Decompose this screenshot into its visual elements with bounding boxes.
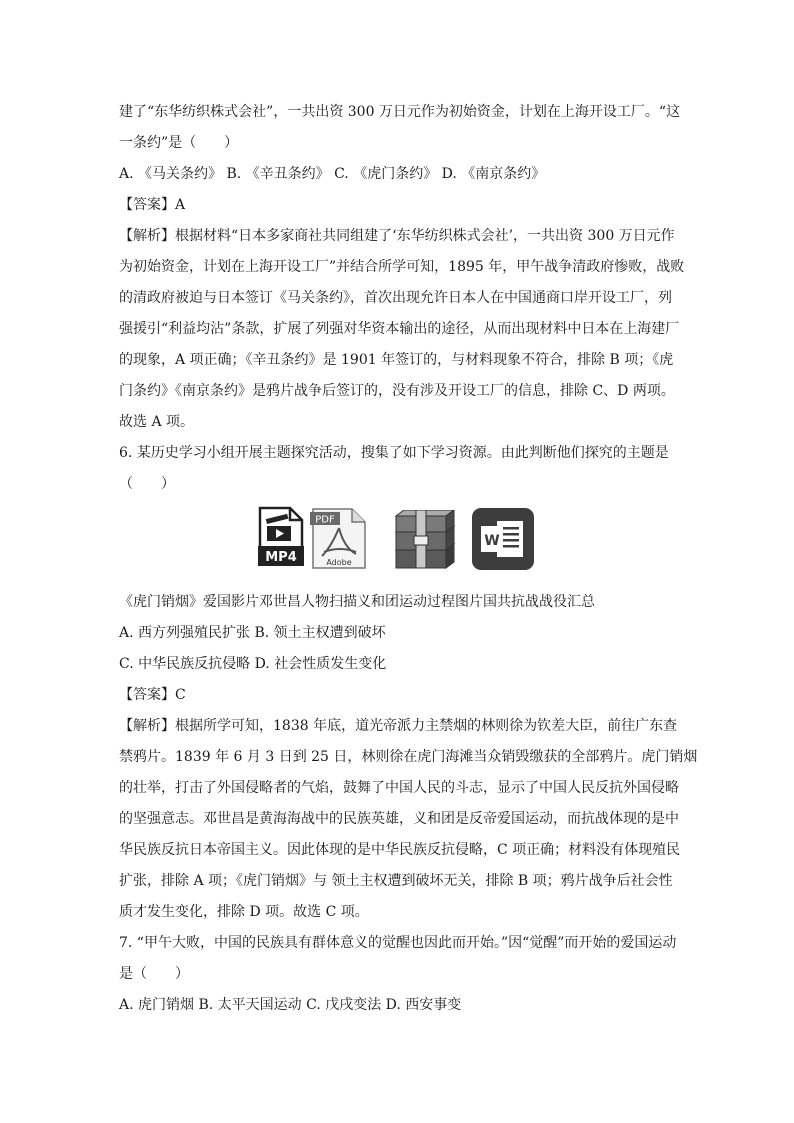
analysis-line: 门条约》《南京条约》是鸦片战争后签订的，没有涉及开设工厂的信息，排除 C、D 两项。 xyxy=(119,383,675,399)
question-line: 是（ ） xyxy=(119,966,189,982)
analysis-line: 【解析】根据所学可知，1838 年底，道光帝派力主禁烟的林则徐为钦差大臣，前往广东查 xyxy=(119,718,678,734)
svg-text:W: W xyxy=(484,533,500,549)
question-line: 6. 某历史学习小组开展主题探究活动，搜集了如下学习资源。由此判断他们探究的主题是 xyxy=(119,445,669,461)
analysis-line: 的壮举，打击了外国侵略者的气焰，鼓舞了中国人民的斗志，显示了中国人民反抗外国侵略 xyxy=(119,780,679,796)
options-line: A. 西方列强殖民扩张 B. 领土主权遭到破坏 xyxy=(119,625,386,641)
analysis-line: 的清政府被迫与日本签订《马关条约》，首次出现允许日本人在中国通商口岸开设工厂，列 xyxy=(119,290,672,306)
question-line: 7. “甲午大败，中国的民族具有群体意义的觉醒也因此而开始。”因“觉醒”而开始的爱国运动 xyxy=(119,935,677,951)
analysis-line: 故选 A 项。 xyxy=(119,414,195,430)
answer-line: 【答案】C xyxy=(119,687,186,703)
analysis-line: 的坚强意志。邓世昌是黄海海战中的民族英雄，义和团是反帝爱国运动，而抗战体现的是中 xyxy=(119,811,679,827)
question-line: （ ） xyxy=(119,476,175,492)
analysis-line: 华民族反抗日本帝国主义。因此体现的是中华民族反抗侵略，C 项正确；材料没有体现殖民 xyxy=(119,842,681,858)
resource-icons xyxy=(254,506,544,576)
svg-text:PDF: PDF xyxy=(315,514,335,526)
analysis-line: 扩张，排除 A 项；《虎门销烟》与 领土主权遭到破坏无关，排除 B 项；鸦片战争后社会性 xyxy=(119,873,673,889)
text-line: 一条约”是（ ） xyxy=(119,135,239,151)
archive-file-icon xyxy=(392,510,458,574)
analysis-line: 为初始资金，计划在上海开设工厂”并结合所学可知，1895 年，甲午战争清政府惨败，战败 xyxy=(119,259,685,275)
svg-text:Adobe: Adobe xyxy=(326,558,352,567)
analysis-line: 强援引“利益均沾”条款，扩展了列强对华资本输出的途径，从而出现材料中日本在上海建厂 xyxy=(119,321,680,337)
options-line: A. 《马关条约》 B. 《辛丑条约》 C. 《虎门条约》 D. 《南京条约》 xyxy=(119,166,546,182)
analysis-line: 质才发生变化，排除 D 项。故选 C 项。 xyxy=(119,904,369,920)
pdf-file-icon xyxy=(310,506,368,574)
resource-caption: 《虎门销烟》爱国影片邓世昌人物扫描义和团运动过程图片国共抗战战役汇总 xyxy=(119,594,595,610)
options-line: C. 中华民族反抗侵略 D. 社会性质发生变化 xyxy=(119,656,387,672)
word-document-icon xyxy=(472,508,534,574)
text-line: 建了“东华纺织株式会社”，一共出资 300 万日元作为初始资金，计划在上海开设工厂。“这 xyxy=(119,104,681,120)
svg-text:MP4: MP4 xyxy=(265,550,297,565)
analysis-line: 的现象，A 项正确；《辛丑条约》是 1901 年签订的，与材料现象不符合，排除 B 项；《虎 xyxy=(119,352,674,368)
analysis-line: 禁鸦片。1839 年 6 月 3 日到 25 日，林则徐在虎门海滩当众销毁缴获的全部鸦片。虎门销烟 xyxy=(119,749,698,765)
options-line: A. 虎门销烟 B. 太平天国运动 C. 戊戌变法 D. 西安事变 xyxy=(119,997,462,1013)
answer-line: 【答案】A xyxy=(119,197,186,213)
mp4-file-icon xyxy=(258,506,304,570)
analysis-line: 【解析】根据材料“日本多家商社共同组建了‘东华纺织株式会社’，一共出资 300 万日元作 xyxy=(119,228,675,244)
